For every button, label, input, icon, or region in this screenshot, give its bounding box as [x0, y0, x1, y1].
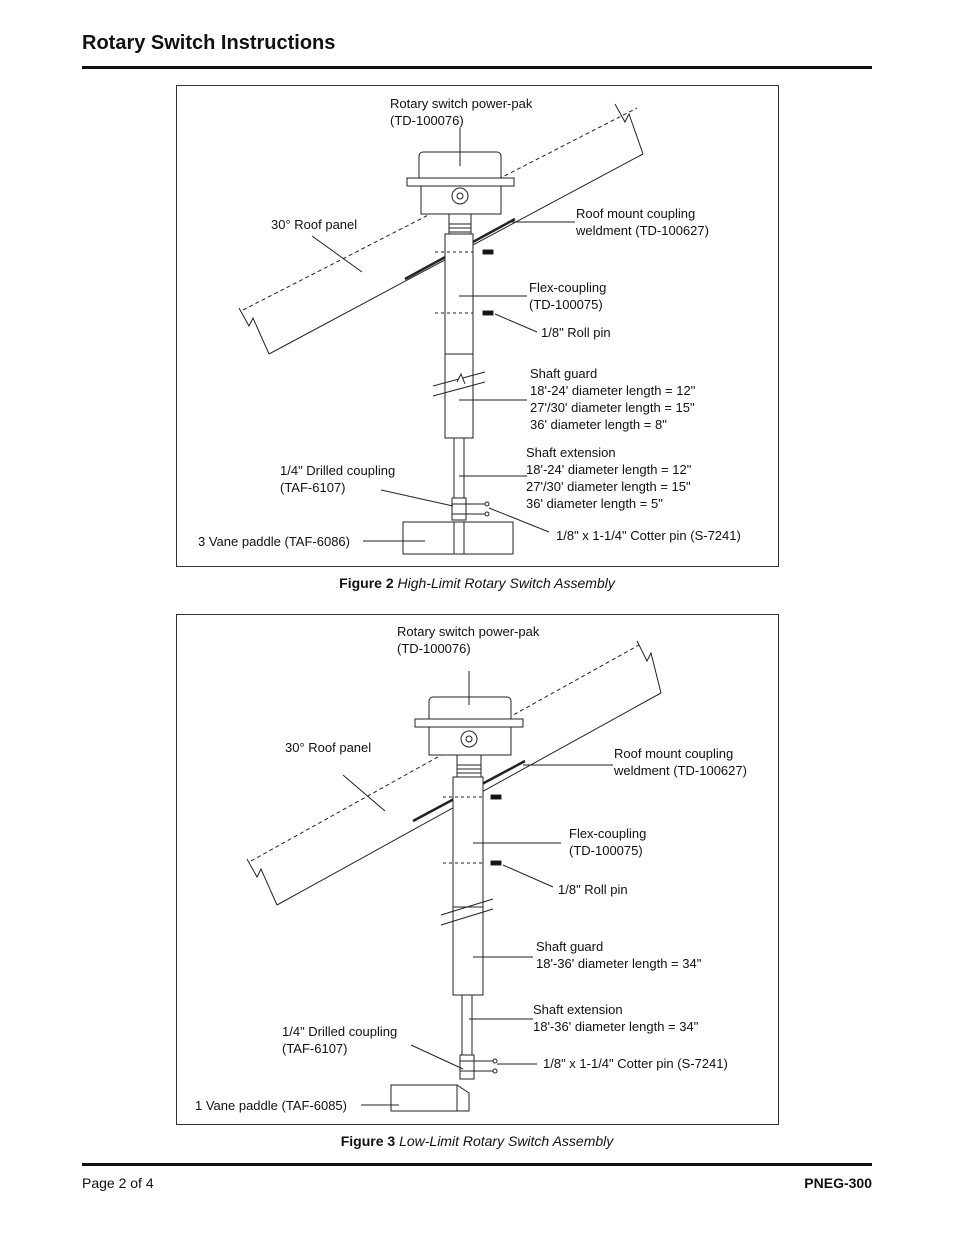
drilled-coupling [460, 1055, 474, 1079]
label-shaft-extension: Shaft extension 18'-36' diameter length = 34" [533, 1002, 699, 1034]
label-roll-pin: 1/8" Roll pin [558, 882, 628, 897]
leader-roll-pin [495, 314, 537, 332]
label-drilled-coupling: 1/4" Drilled coupling (TAF-6107) [282, 1024, 398, 1056]
figure-2-caption: Figure 2 High-Limit Rotary Switch Assembly [339, 575, 615, 591]
leader-drilled-coupling [411, 1045, 463, 1069]
label-shaft-guard: Shaft guard 18'-24' diameter length = 12" 27'/30' diameter length = 15" 36' diameter length = 8" [530, 366, 696, 432]
roof-break-left [239, 308, 269, 354]
label-paddle: 1 Vane paddle (TAF-6085) [195, 1098, 347, 1113]
label-cotter-pin: 1/8" x 1-1/4" Cotter pin (S-7241) [556, 528, 741, 543]
vane-paddle [403, 522, 513, 554]
page-number: Page 2 of 4 [82, 1175, 154, 1191]
label-cotter-pin: 1/8" x 1-1/4" Cotter pin (S-7241) [543, 1056, 728, 1071]
label-drilled-coupling: 1/4" Drilled coupling (TAF-6107) [280, 463, 396, 495]
figure-3-caption: Figure 3 Low-Limit Rotary Switch Assembly [340, 1133, 614, 1149]
label-roof-panel: 30° Roof panel [285, 740, 372, 755]
power-pak-flange [407, 178, 514, 186]
label-shaft-extension: Shaft extension 18'-24' diameter length = 12" 27'/30' diameter length = 15" 36' diameter length = 5" [526, 445, 692, 511]
roof-break-right [615, 104, 643, 154]
footer-rule [82, 1163, 872, 1166]
label-shaft-guard: Shaft guard 18'-36' diameter length = 34" [536, 939, 702, 971]
label-power-pak: Rotary switch power-pak (TD-100076) [397, 624, 540, 656]
label-roll-pin: 1/8" Roll pin [541, 325, 611, 340]
shaft-guard [445, 354, 473, 438]
drilled-coupling [452, 498, 466, 520]
shaft-extension [462, 995, 472, 1055]
header-rule [82, 66, 872, 69]
roof-mount-stem [457, 755, 481, 777]
roof-break-left [247, 859, 277, 905]
figure-2-diagram [176, 85, 779, 567]
leader-roof-panel [343, 775, 385, 811]
label-power-pak: Rotary switch power-pak (TD-100076) [390, 96, 533, 128]
power-pak-flange [415, 719, 523, 727]
roll-pin-mark [491, 795, 501, 799]
figure-3-drawing [177, 615, 778, 1124]
label-paddle: 3 Vane paddle (TAF-6086) [198, 534, 350, 549]
label-flex-coupling: Flex-coupling (TD-100075) [529, 280, 607, 312]
label-roof-panel: 30° Roof panel [271, 217, 358, 232]
leader-roof-panel [312, 236, 362, 272]
label-roof-mount: Roof mount coupling weldment (TD-100627) [576, 206, 709, 238]
leader-roll-pin [503, 865, 553, 887]
roof-break-right [637, 641, 661, 693]
page-title: Rotary Switch Instructions [82, 32, 336, 54]
label-flex-coupling: Flex-coupling (TD-100075) [569, 826, 647, 858]
roll-pin-mark [483, 250, 493, 254]
document-id: PNEG-300 [804, 1175, 872, 1191]
label-roof-mount: Roof mount coupling weldment (TD-100627) [614, 746, 747, 778]
figure-3-diagram [176, 614, 779, 1125]
